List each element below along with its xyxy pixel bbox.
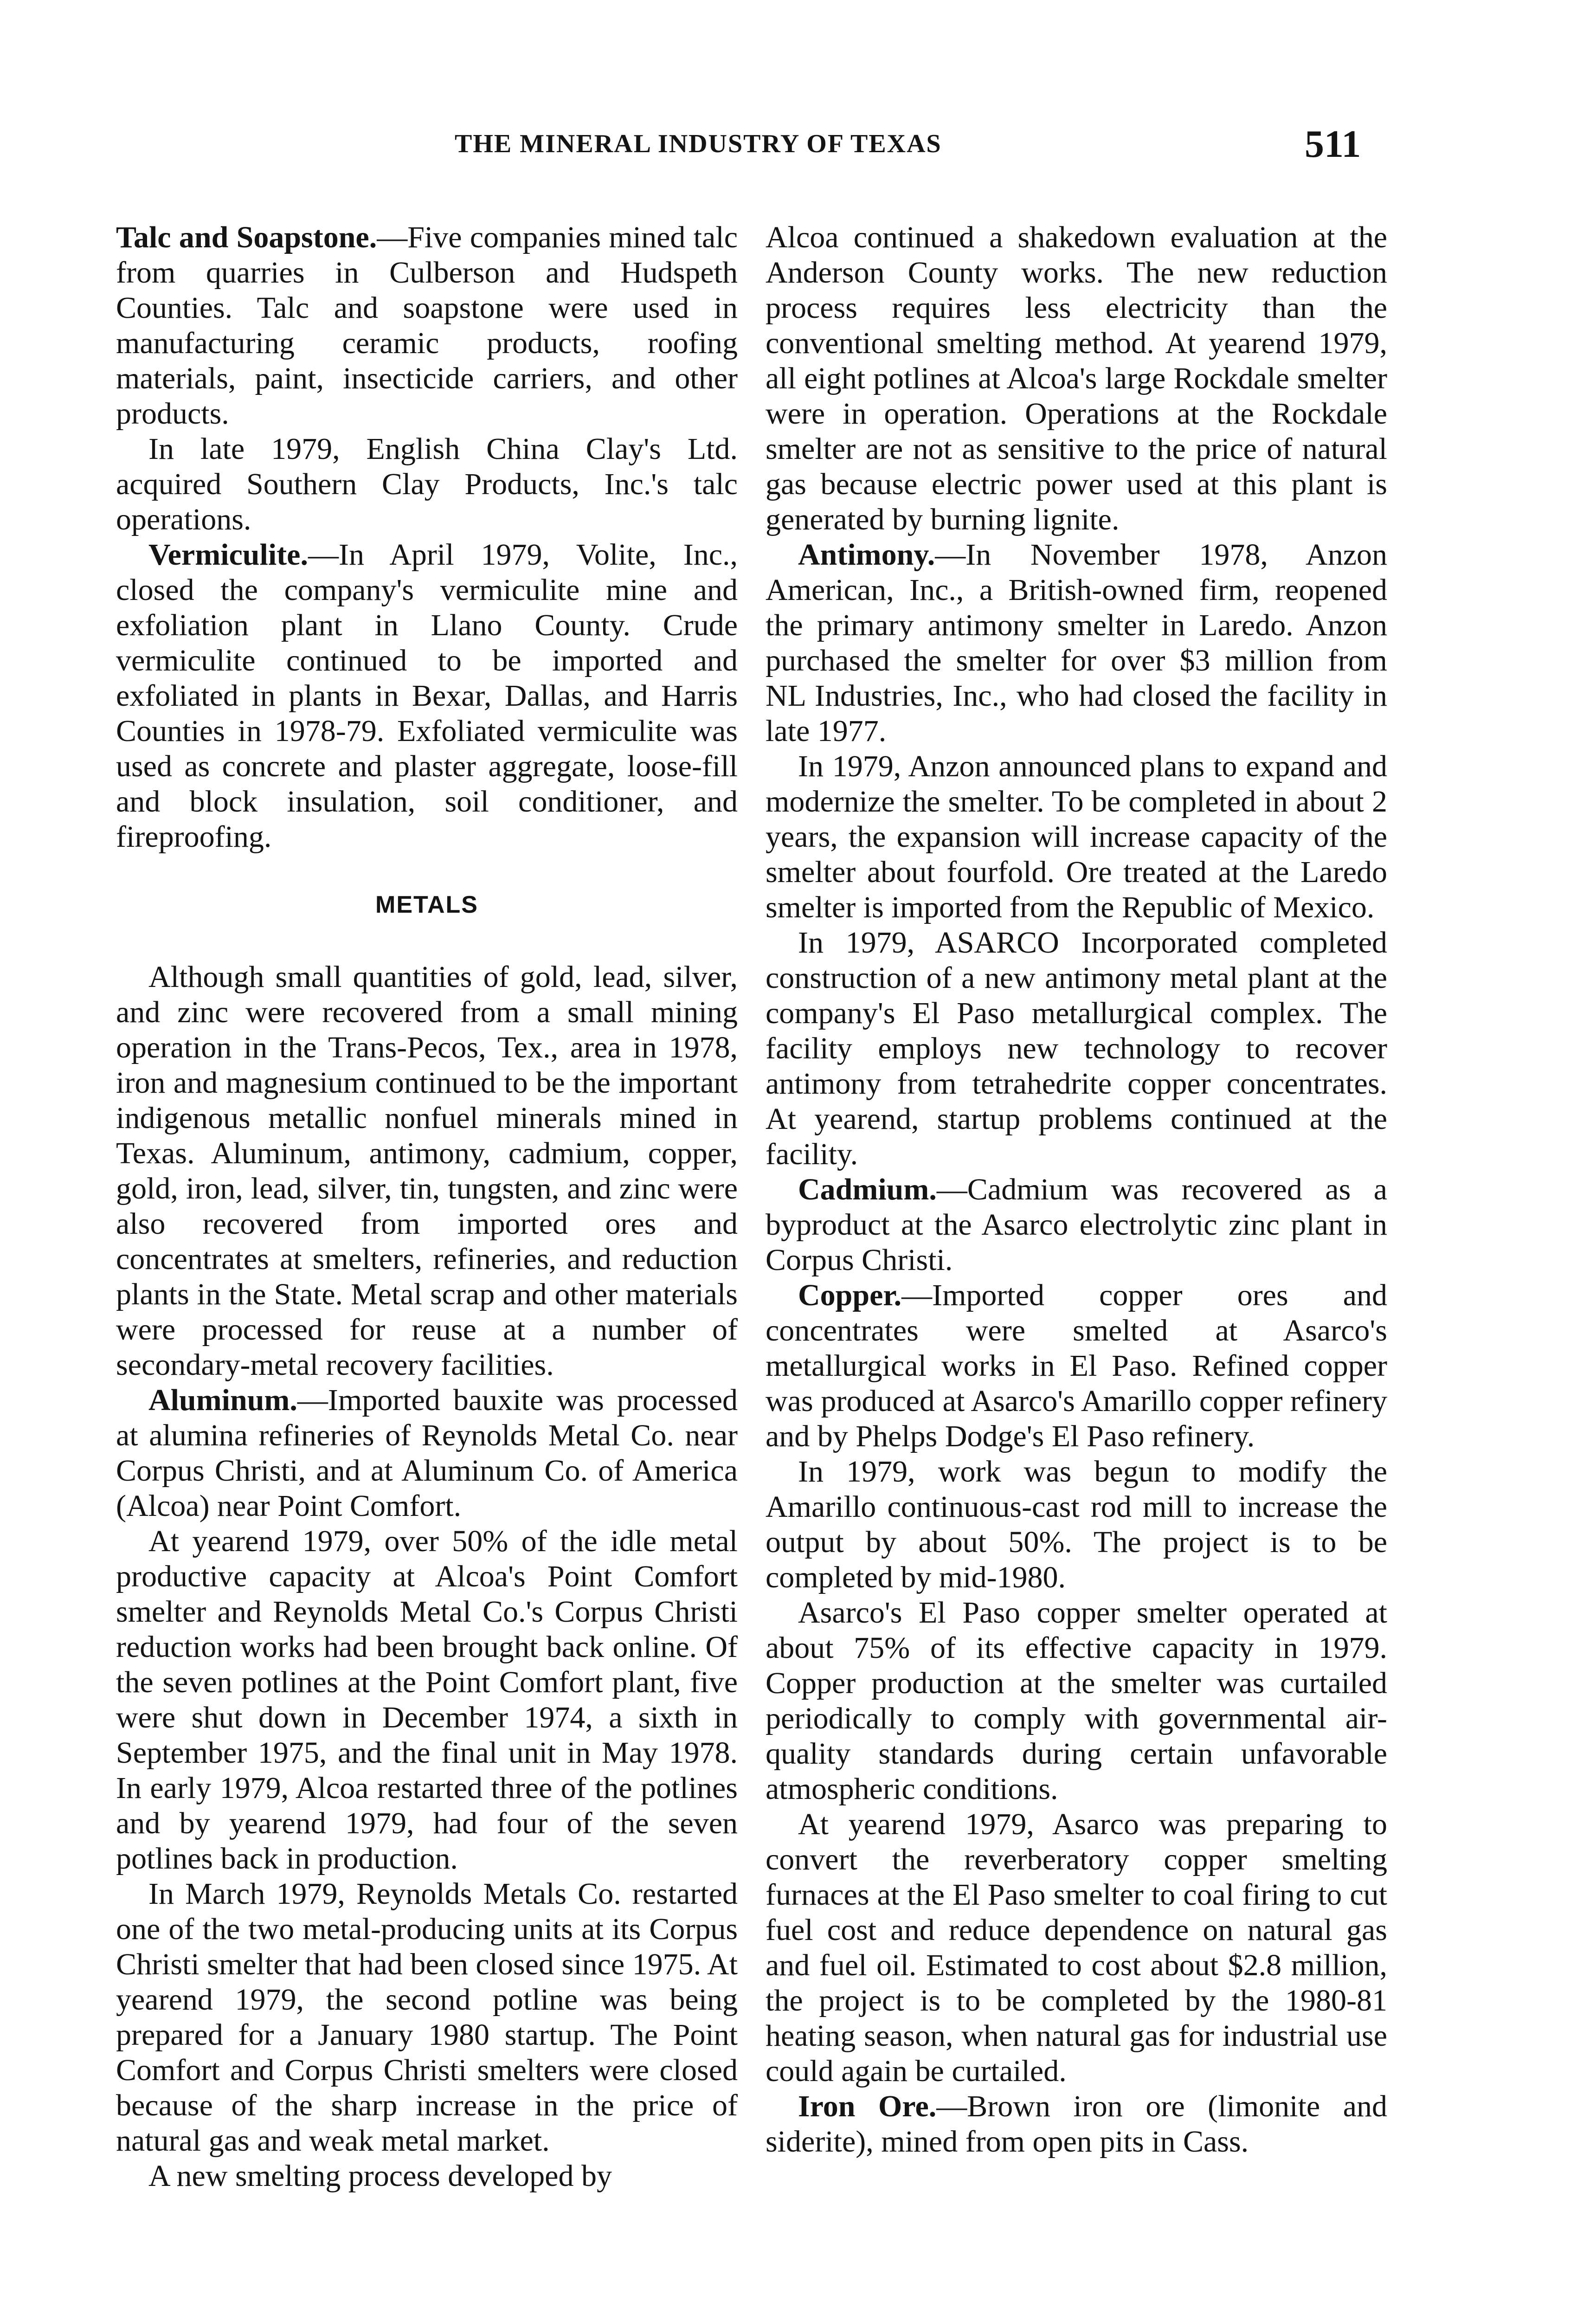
cadmium-lead: Cadmium. xyxy=(798,1173,937,1206)
copper-paragraph-2: In 1979, work was begun to modify the Amarillo continuous-cast rod mill to increase the output by about 50%. The project is to be completed by mid-1980. xyxy=(766,1455,1387,1594)
cadmium-paragraph xyxy=(766,1172,1387,1278)
right-column xyxy=(766,220,1387,2159)
left-column xyxy=(116,220,738,2194)
page-header xyxy=(0,0,1596,186)
aluminum-paragraph-4: A new smelting process developed by xyxy=(148,2159,612,2193)
talc-paragraph xyxy=(116,220,738,432)
talc-body: —Five companies mined talc from quarries in Culberson and Hudspeth Counties. Talc and soapstone were used in manufacturing ceramic products, roofing materials, paint, insecticide carriers, and other products. xyxy=(116,220,738,431)
copper-paragraph xyxy=(766,1278,1387,1454)
vermiculite-lead: Vermiculite. xyxy=(148,538,308,572)
aluminum-paragraph-3: In March 1979, Reynolds Metals Co. restarted one of the two metal-producing units at its Corpus Christi smelter that had been closed since 1975. At yearend 1979, the second potline was being prepared for a January 1980 startup. The Point Comfort and Corpus Christi smelters were closed because of the sharp increase in the price of natural gas and weak metal market. xyxy=(116,1877,738,2158)
vermiculite-body: —In April 1979, Volite, Inc., closed the company's vermiculite mine and exfoliation plant in Llano County. Crude vermiculite continued to be imported and exfoliated in plants in Bexar, Dallas, and Harris Counties in 1978-79. Exfoliated vermiculite was used as concrete and plaster aggregate, loose-fill and block insulation, soil conditioner, and fireproofing. xyxy=(116,538,738,854)
copper-paragraph-4: At yearend 1979, Asarco was preparing to convert the reverberatory copper smelting furnaces at the El Paso smelter to coal firing to cut fuel cost and reduce dependence on natural gas and fuel oil. Estimated to cost about $2.8 million, the project is to be completed by the 1980-81 heating season, when natural gas for industrial use could again be curtailed. xyxy=(766,1807,1387,2088)
antimony-lead: Antimony. xyxy=(798,538,935,572)
antimony-paragraph xyxy=(766,537,1387,749)
antimony-body: —In November 1978, Anzon American, Inc., a British-owned firm, reopened the primary antimony smelter in Laredo. Anzon purchased the smelter for over $3 million from NL Industries, Inc., who had closed the facility in late 1977. xyxy=(766,538,1387,748)
aluminum-paragraph-2: At yearend 1979, over 50% of the idle metal productive capacity at Alcoa's Point Comfort smelter and Reynolds Metal Co.'s Corpus Christi reduction works had been brought back online. Of the seven potlines at the Point Comfort plant, five were shut down in December 1974, a sixth in September 1975, and the final unit in May 1978. In early 1979, Alcoa restarted three of the potlines and by yearend 1979, had four of the seven potlines back in production. xyxy=(116,1524,738,1875)
iron-ore-lead: Iron Ore. xyxy=(798,2089,937,2123)
copper-body: —Imported copper ores and concentrates were smelted at Asarco's metallurgical works in El Paso. Refined copper was produced at Asarco's Amarillo copper refinery and by Phelps Dodge's El Paso refinery. xyxy=(766,1278,1387,1453)
metals-intro-paragraph: Although small quantities of gold, lead, silver, and zinc were recovered from a small mining operation in the Trans-Pecos, Tex., area in 1978, iron and magnesium continued to be the important indigenous metallic nonfuel minerals mined in Texas. Aluminum, antimony, cadmium, copper, gold, iron, lead, silver, tin, tungsten, and zinc were also recovered from imported ores and concentrates at smelters, refineries, and reduction plants in the State. Metal scrap and other materials were processed for reuse at a number of secondary-metal recovery facilities. xyxy=(116,960,738,1382)
copper-lead: Copper. xyxy=(798,1278,902,1312)
iron-ore-paragraph xyxy=(766,2089,1387,2159)
copper-paragraph-3: Asarco's El Paso copper smelter operated at about 75% of its effective capacity in 1979. Copper production at the smelter was curtailed periodically to comply with governmental air-quality standards during certain unfavorable atmospheric conditions. xyxy=(766,1596,1387,1806)
running-head: THE MINERAL INDUSTRY OF TEXAS xyxy=(455,129,942,158)
aluminum-paragraph xyxy=(116,1383,738,1524)
iron-ore-body: —Brown iron ore (limonite and siderite), mined from open pits in Cass. xyxy=(766,2089,1387,2159)
talc-paragraph-2: In late 1979, English China Clay's Ltd. acquired Southern Clay Products, Inc.'s talc operations. xyxy=(116,432,738,536)
alcoa-continued-paragraph: Alcoa continued a shakedown evaluation at the Anderson County works. The new reduction process requires less electricity than the conventional smelting method. At yearend 1979, all eight potlines at Alcoa's large Rockdale smelter were in operation. Operations at the Rockdale smelter are not as sensitive to the price of natural gas because electric power used at this plant is generated by burning lignite. xyxy=(766,220,1387,536)
cadmium-body: —Cadmium was recovered as a byproduct at the Asarco electrolytic zinc plant in Corpus Christi. xyxy=(766,1173,1387,1277)
metals-heading: METALS xyxy=(375,891,478,918)
aluminum-lead: Aluminum. xyxy=(148,1383,297,1417)
antimony-paragraph-2: In 1979, Anzon announced plans to expand and modernize the smelter. To be completed in about 2 years, the expansion will increase capacity of the smelter about fourfold. Ore treated at the Laredo smelter is imported from the Republic of Mexico. xyxy=(766,749,1387,924)
aluminum-body: —Imported bauxite was processed at alumina refineries of Reynolds Metal Co. near Corpus Christi, and at Aluminum Co. of America (Alcoa) near Point Comfort. xyxy=(116,1383,738,1523)
page-number: 511 xyxy=(1305,122,1361,166)
talc-lead: Talc and Soapstone. xyxy=(116,220,377,254)
antimony-paragraph-3: In 1979, ASARCO Incorporated completed construction of a new antimony metal plant at the company's El Paso metallurgical complex. The facility employs new technology to recover antimony from tetrahedrite copper concentrates. At yearend, startup problems continued at the facility. xyxy=(766,926,1387,1171)
vermiculite-paragraph xyxy=(116,537,738,855)
